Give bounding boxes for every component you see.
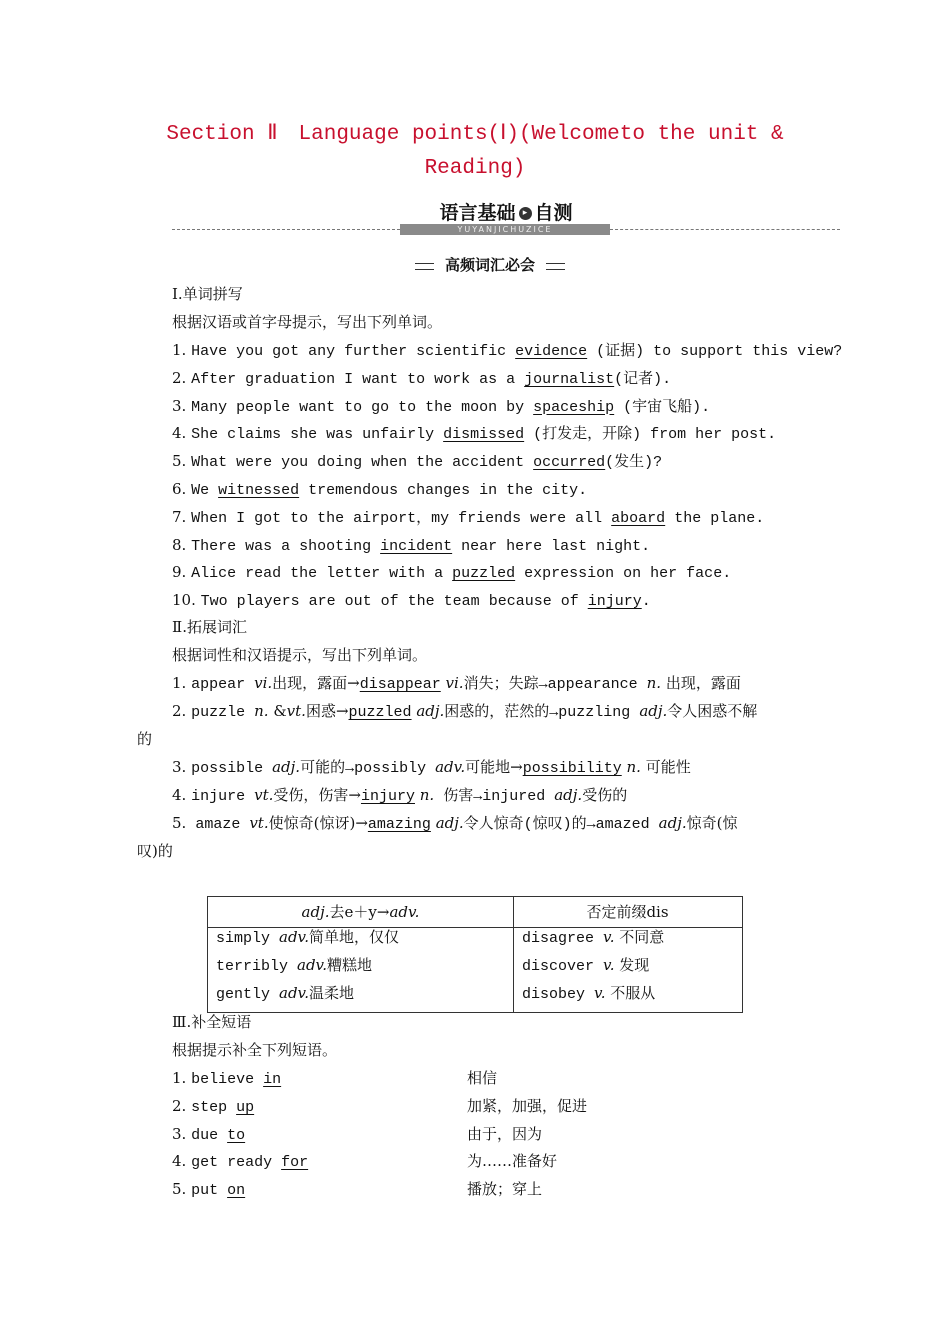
pos-label: n. — [254, 702, 269, 720]
meaning: 不同意 — [614, 928, 665, 946]
list-item — [172, 757, 691, 779]
pos-label: adv. — [297, 956, 328, 974]
pos-label: adj. — [272, 758, 301, 776]
table-cell — [522, 927, 664, 949]
question-text: (记者). — [614, 370, 672, 388]
list-item — [172, 507, 764, 529]
phrase: believe — [191, 1071, 264, 1088]
word-base: possible — [191, 760, 273, 777]
meaning: 出现，露面 — [661, 674, 741, 692]
item-number: 5. — [172, 1180, 187, 1199]
item-number: 3. — [172, 1124, 187, 1143]
item-number: 9. — [172, 563, 187, 582]
list-item — [172, 451, 662, 473]
meaning: 惊奇(惊 — [686, 814, 738, 832]
pos-label: n. — [646, 674, 662, 692]
pos-label: vi. — [445, 674, 464, 692]
part1-heading: Ⅰ.单词拼写 — [172, 285, 243, 303]
question-text: When I got to the airport，my friends were all — [191, 509, 612, 527]
phrase: get ready — [191, 1154, 282, 1172]
phrase: due — [191, 1126, 228, 1144]
list-item-continuation: 叹)的 — [137, 842, 173, 860]
answer: occurred — [533, 454, 606, 472]
item-number: 2. — [172, 1096, 187, 1115]
banner-dash-left — [172, 229, 400, 230]
meaning: 使惊奇(惊讶)→ — [268, 814, 368, 832]
word: simply — [216, 930, 280, 947]
banner-title — [424, 198, 588, 225]
pos-label: adj. — [639, 702, 668, 720]
pos-label: n. — [626, 758, 641, 776]
item-number: 1. — [172, 341, 187, 359]
word-base: puzzle — [191, 704, 255, 721]
list-item — [172, 1096, 254, 1118]
list-item — [172, 368, 671, 390]
meaning: 温柔地 — [309, 984, 355, 1002]
list-item — [172, 562, 731, 584]
meaning: 发现 — [614, 956, 650, 974]
question-text: the plane. — [665, 509, 765, 527]
question-text: We — [191, 482, 219, 499]
pos-label: v. — [603, 928, 615, 946]
section-banner — [172, 196, 840, 242]
list-item — [172, 535, 650, 557]
item-number: 4. — [172, 424, 187, 443]
answer: possibility — [522, 760, 622, 777]
phrase-meaning: 为……准备好 — [467, 1152, 558, 1171]
list-item — [172, 813, 738, 835]
pos-label: vt. — [254, 786, 274, 804]
question-text: (宇宙飞船). — [614, 398, 711, 416]
part1-instruction: 根据汉语或首字母提示，写出下列单词。 — [172, 313, 443, 331]
answer: injury — [587, 593, 642, 611]
list-item — [172, 673, 741, 695]
table-cell — [522, 983, 655, 1005]
phrase: put — [191, 1182, 228, 1200]
answer: injury — [360, 788, 415, 805]
meaning: 令人惊奇(惊叹)的→amazed — [463, 816, 659, 833]
list-item — [172, 1124, 245, 1146]
vocab-banner-label: 高频词汇必会 — [434, 254, 546, 276]
question-text: expression on her face. — [515, 565, 732, 583]
meaning: 消失；失踪→appearance — [463, 676, 647, 693]
answer: up — [236, 1098, 255, 1116]
answer: dismissed — [443, 426, 525, 444]
question-text: tremendous changes in the city. — [299, 482, 588, 499]
pos-label: adj. — [416, 702, 445, 720]
meaning: 出现，露面→ — [272, 674, 360, 692]
question-text: Alice read the letter with a — [191, 565, 453, 583]
rule-text: 去e＋y→ — [329, 903, 390, 921]
item-number: 3. — [172, 758, 187, 776]
pos-label: v. — [603, 956, 615, 974]
list-item — [172, 396, 710, 418]
answer: puzzled — [452, 565, 516, 583]
banner-subtitle: YUYANJICHUZICE — [400, 224, 610, 235]
item-number: 2. — [172, 702, 187, 720]
banner-title-left: 语言基础 — [439, 202, 516, 224]
question-text: There was a shooting — [191, 537, 381, 555]
vocab-banner — [408, 254, 572, 276]
answer: incident — [380, 537, 453, 555]
answer: journalist — [524, 370, 615, 388]
part2-instruction: 根据词性和汉语提示，写出下列单词。 — [172, 646, 428, 664]
meaning: 糟糕地 — [327, 956, 373, 974]
part3-heading: Ⅲ.补全短语 — [172, 1013, 252, 1031]
answer: in — [263, 1071, 282, 1088]
pos-label: vi. — [254, 674, 273, 692]
pos-label: adv. — [435, 758, 466, 776]
meaning: 受伤，伤害→ — [273, 786, 361, 804]
pos-label: vt. — [286, 702, 306, 720]
list-item — [172, 1151, 308, 1173]
banner-title-right: 自测 — [534, 202, 573, 224]
question-text: (打发走，开除) from her post. — [524, 426, 777, 444]
item-number: 3. — [172, 396, 187, 415]
meaning: 可能性 — [640, 758, 691, 776]
question-text: She claims she was unfairly — [191, 426, 444, 444]
list-item — [172, 423, 776, 445]
meaning: 简单地，仅仅 — [309, 928, 400, 946]
pos-label: adj. — [554, 786, 583, 804]
word: gently — [216, 986, 280, 1003]
meaning: 困惑的，茫然的→puzzling — [444, 704, 640, 721]
table-cell — [216, 983, 354, 1005]
item-number: 1. — [172, 1069, 187, 1087]
answer: evidence — [515, 343, 588, 360]
meaning: 困惑→ — [305, 702, 349, 720]
phrase-meaning: 相信 — [467, 1069, 498, 1087]
word-base: injure — [191, 788, 255, 805]
item-number: 4. — [172, 1152, 187, 1171]
list-item — [172, 785, 627, 807]
question-text: (证据) to support this view? — [587, 343, 843, 360]
question-text: Many people want to go to the moon by — [191, 398, 534, 416]
answer: puzzled — [348, 704, 412, 721]
word-formation-table — [207, 896, 743, 1013]
word: terribly — [216, 958, 298, 975]
item-number: 2. — [172, 368, 187, 387]
pos-label: vt. — [249, 814, 269, 832]
arrow-circle-icon: ▸ — [519, 207, 532, 220]
pos-label: adv. — [279, 928, 310, 946]
phrase-meaning: 由于，因为 — [467, 1124, 543, 1143]
answer: on — [227, 1182, 246, 1200]
answer: for — [281, 1154, 309, 1172]
answer: to — [227, 1126, 246, 1144]
pos-label: adj. — [301, 903, 330, 921]
word-base: appear — [191, 676, 255, 693]
page-title: Section Ⅱ Language points(Ⅰ)(Welcometo the unit & Reading) — [166, 123, 784, 180]
phrase-meaning: 加紧，加强，促进 — [467, 1096, 588, 1115]
question-text: Have you got any further scientific — [191, 343, 516, 360]
pos-label: v. — [594, 984, 606, 1002]
meaning: 令人困惑不解 — [667, 702, 758, 720]
list-item — [172, 479, 587, 501]
item-number: 4. — [172, 786, 187, 804]
table-cell — [216, 927, 399, 949]
question-text: (发生)? — [605, 454, 663, 472]
answer: witnessed — [218, 482, 300, 499]
word: discover — [522, 958, 604, 975]
question-text: . — [641, 593, 651, 611]
meaning: 可能的→possibly — [300, 760, 436, 777]
meaning: 可能地→ — [465, 758, 523, 776]
item-number: 8. — [172, 535, 187, 554]
list-item — [172, 1179, 245, 1201]
table-header-right: 否定前缀dis — [586, 903, 669, 921]
word: disagree — [522, 930, 604, 947]
item-number: 5. — [172, 814, 187, 832]
banner-dash-right — [610, 229, 840, 230]
question-text: After graduation I want to work as a — [191, 370, 525, 388]
meaning: 不服从 — [605, 984, 656, 1002]
pos-label: n. — [419, 786, 435, 804]
meaning: 受伤的 — [582, 786, 628, 804]
list-item-continuation: 的 — [137, 730, 153, 748]
part2-heading: Ⅱ.拓展词汇 — [172, 618, 247, 636]
word: disobey — [522, 986, 595, 1003]
phrase-meaning: 播放；穿上 — [467, 1180, 543, 1199]
part3-instruction: 根据提示补全下列短语。 — [172, 1041, 338, 1059]
list-item — [172, 340, 842, 362]
table-cell — [216, 955, 372, 977]
item-number: 6. — [172, 480, 187, 498]
phrase: step — [191, 1098, 237, 1116]
question-text: What were you doing when the accident — [191, 454, 534, 472]
amp: & — [268, 702, 287, 720]
word-base: amaze — [186, 816, 250, 833]
table-header-left — [208, 897, 513, 927]
question-text: Two players are out of the team because of — [200, 593, 588, 611]
list-item — [172, 701, 757, 723]
pos-label: adv. — [389, 903, 420, 921]
answer: spaceship — [533, 398, 615, 416]
item-number: 7. — [172, 507, 187, 526]
meaning: 伤害→injured — [434, 788, 555, 805]
question-text: near here last night. — [452, 537, 651, 555]
answer: amazing — [367, 816, 431, 833]
item-number: 5. — [172, 452, 187, 471]
pos-label: adj. — [658, 814, 687, 832]
pos-label: adj. — [435, 814, 464, 832]
answer: disappear — [359, 676, 441, 693]
item-number: 1. — [172, 674, 187, 692]
list-item — [172, 1068, 281, 1090]
pos-label: adv. — [279, 984, 310, 1002]
table-cell — [522, 955, 649, 977]
list-item — [172, 590, 651, 612]
answer: aboard — [611, 509, 666, 527]
item-number: 10. — [172, 591, 196, 610]
